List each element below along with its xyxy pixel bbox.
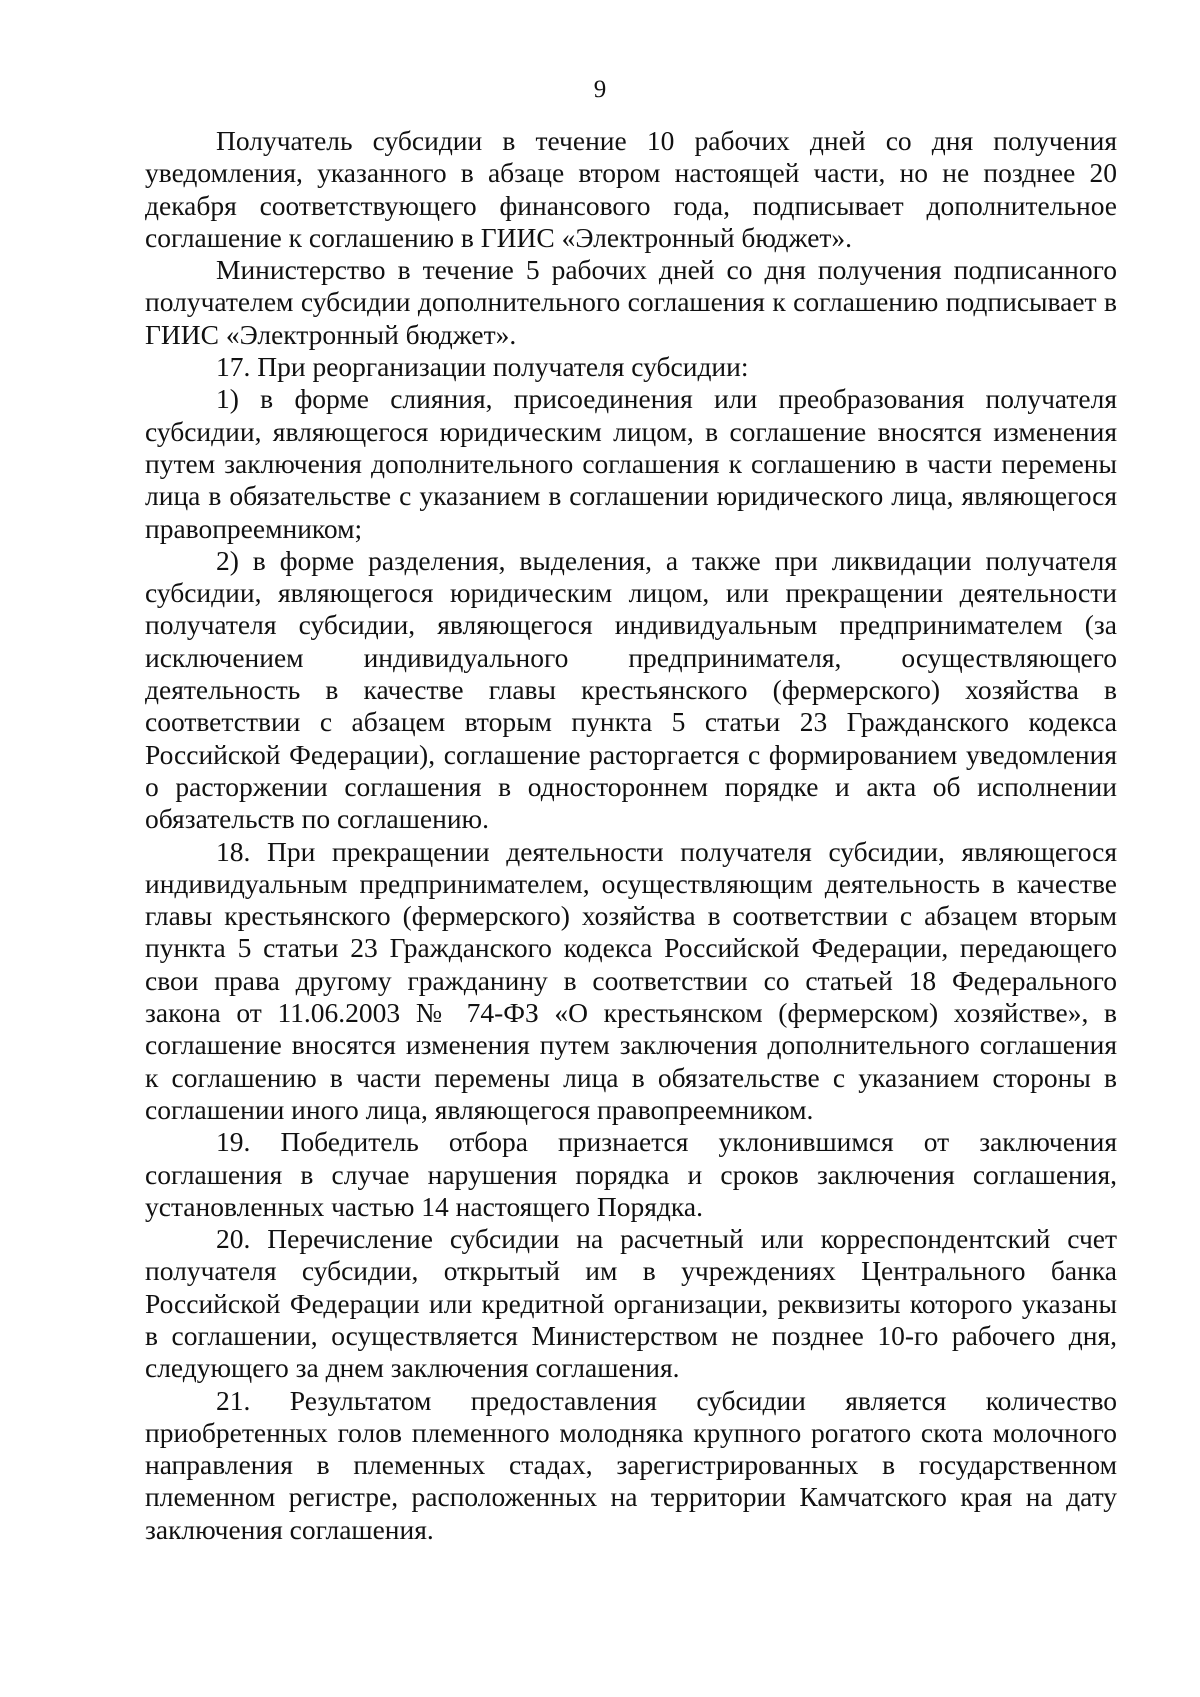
paragraph-17-item-2: 2) в форме разделения, выделения, а также при ликвидации получателя субсидии, являющегося юридическим лицом, или прекращении деятельности получателя субсидии, являющегося индивидуальным предпринимателем (за исключением индивидуального предпринимателя, осуществляющего деятельность в качестве главы крестьянского (фермерского) хозяйства в соответствии с абзацем вторым пункта 5 статьи 23 Гражданского кодекса Российской Федерации), соглашение расторгается с формированием уведомления о расторжении соглашения в одностороннем порядке и акта об исполнении обязательств по соглашению.	[145, 544, 1117, 835]
paragraph-ministry-signing: Министерство в течение 5 рабочих дней со дня получения подписанного получателем субсидии дополнительного соглашения к соглашению подписывает в ГИИС «Электронный бюджет».	[145, 254, 1117, 350]
paragraph-18: 18. При прекращении деятельности получателя субсидии, являющегося индивидуальным предпринимателем, осуществляющим деятельность в качестве главы крестьянского (фермерского) хозяйства в соответствии с абзацем вторым пункта 5 статьи 23 Гражданского кодекса Российской Федерации, передающего свои права другому гражданину в соответствии со статьей 18 Федерального закона от 11.06.2003 № 74-ФЗ «О крестьянском (фермерском) хозяйстве», в соглашение вносятся изменения путем заключения дополнительного соглашения к соглашению в части перемены лица в обязательстве с указанием стороны в соглашении иного лица, являющегося правопреемником.	[145, 835, 1117, 1125]
paragraph-21: 21. Результатом предоставления субсидии является количество приобретенных голов племенного молодняка крупного рогатого скота молочного направления в племенных стадах, зарегистрированных в государственном племенном регистре, расположенных на территории Камчатского края на дату заключения соглашения.	[145, 1384, 1117, 1545]
paragraph-signing-additional-agreement: Получатель субсидии в течение 10 рабочих дней со дня получения уведомления, указанного в абзаце втором настоящей части, но не позднее 20 декабря соответствующего финансового года, подписывает дополнительное соглашение к соглашению в ГИИС «Электронный бюджет».	[145, 125, 1117, 253]
paragraph-19: 19. Победитель отбора признается уклонившимся от заключения соглашения в случае нарушения порядка и сроков заключения соглашения, установленных частью 14 настоящего Порядка.	[145, 1126, 1117, 1222]
page-number: 9	[593, 76, 607, 103]
paragraph-17-reorganization: 17. При реорганизации получателя субсидии:	[216, 351, 749, 383]
document-body	[145, 125, 1117, 1546]
paragraph-17-item-1: 1) в форме слияния, присоединения или преобразования получателя субсидии, являющегося юридическим лицом, в соглашение вносятся изменения путем заключения дополнительного соглашения к соглашению в части перемены лица в обязательстве с указанием в соглашении юридического лица, являющегося правопреемником;	[145, 383, 1117, 544]
paragraph-20: 20. Перечисление субсидии на расчетный или корреспондентский счет получателя субсидии, открытый им в учреждениях Центрального банка Российской Федерации или кредитной организации, реквизиты которого указаны в соглашении, осуществляется Министерством не позднее 10-го рабочего дня, следующего за днем заключения соглашения.	[145, 1223, 1117, 1384]
